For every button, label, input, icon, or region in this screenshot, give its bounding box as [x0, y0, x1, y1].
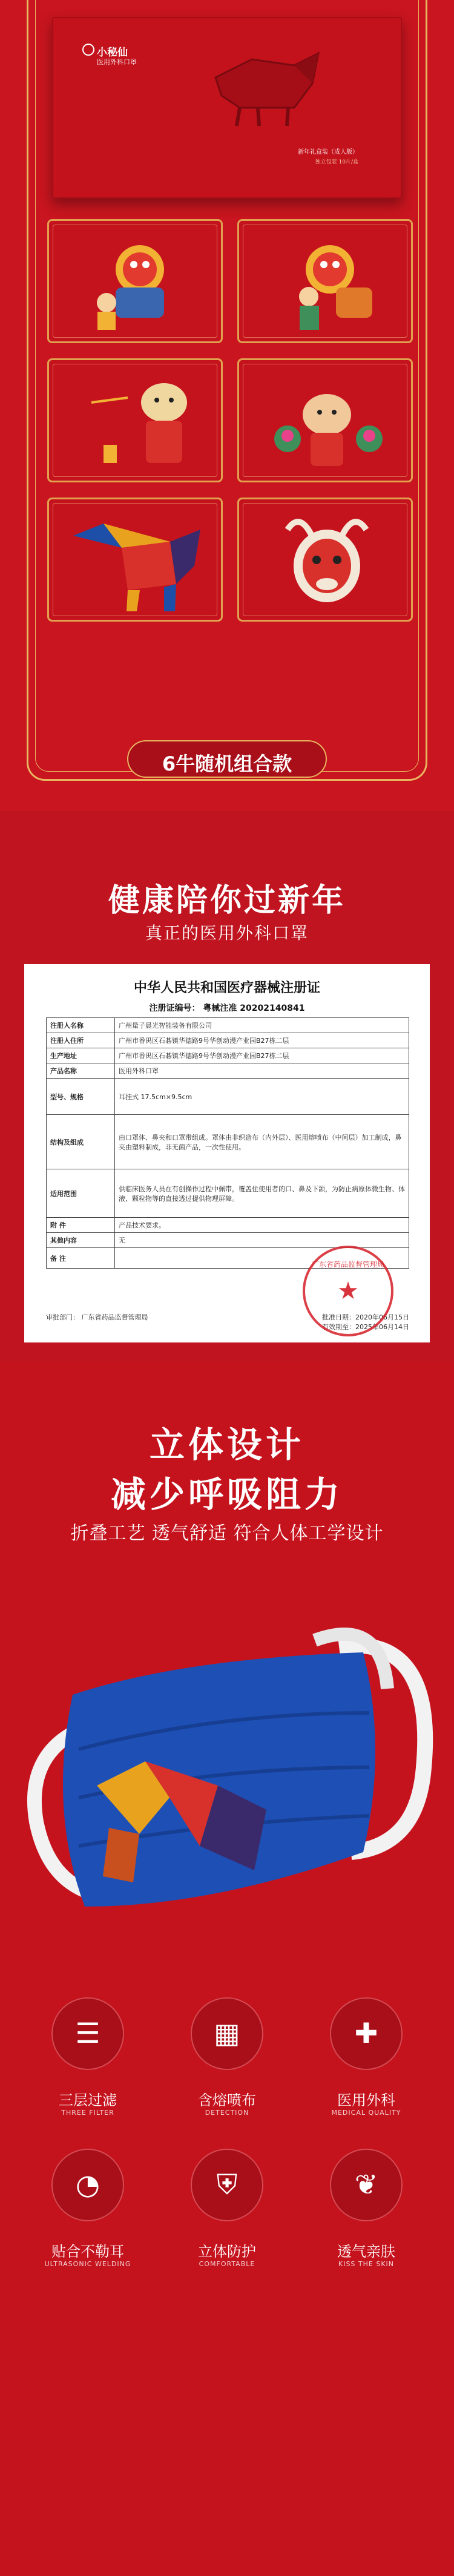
feature-subtitle: THREE FILTER [61, 2109, 114, 2117]
box-brand-sub: 医用外科口罩 [97, 58, 137, 66]
row-key: 其他内容 [47, 1233, 115, 1248]
feature-subtitle: COMFORTABLE [199, 2260, 255, 2268]
combo-badge-text: 6牛随机组合款 [162, 752, 292, 775]
certificate-section [0, 811, 454, 1362]
lion-dance-illustration [49, 221, 223, 343]
section-title-line1: 立体设计 [149, 1424, 304, 1465]
ox-papercut-illustration [203, 41, 324, 132]
approval-date: 批准日期：2020年06月15日 [322, 1313, 409, 1321]
table-row [47, 1033, 409, 1048]
feature-title: 贴合不勒耳 [51, 2243, 124, 2260]
mask-photo [0, 1568, 454, 1967]
table-row [47, 1018, 409, 1033]
table-row [47, 1048, 409, 1063]
blue-mask-illustration [0, 1568, 454, 1967]
feature-subtitle: KISS THE SKIN [338, 2260, 395, 2268]
row-key: 结构及组成 [47, 1115, 115, 1169]
ox-head-ornament-illustration [239, 499, 413, 622]
certificate-title: 中华人民共和国医疗器械注册证 [133, 980, 320, 996]
row-value: 广州量子晨光智能装备有限公司 [115, 1018, 409, 1033]
design-tile-6[interactable] [237, 498, 413, 622]
row-key: 型号、规格 [47, 1079, 115, 1115]
table-row [47, 1063, 409, 1079]
mask-design-section [0, 1362, 454, 2576]
feature-title: 三层过滤 [59, 2092, 117, 2109]
row-key: 注册人名称 [47, 1018, 115, 1033]
approval-department: 审批部门： 广东省药品监督管理局 [46, 1313, 148, 1321]
gift-box-section [0, 0, 454, 811]
row-value: 供临床医务人员在有创操作过程中佩带，覆盖住使用者的口、鼻及下颌，为防止病原体微生物、体液、颗粒物等的直接透过提供物理屏障。 [115, 1169, 409, 1218]
medical-cross-glyph: ✚ [354, 2017, 378, 2049]
row-value: 广州市番禺区石碁镇华德路9号华创动漫产业园B27栋二层 [115, 1048, 409, 1063]
meltblown-glyph: ▦ [214, 2017, 240, 2049]
seal-text: 广东省药品监督管理局 [311, 1260, 384, 1269]
certificate-number-label: 注册证编号： [149, 1004, 200, 1013]
row-key: 注册人住所 [47, 1033, 115, 1048]
certificate-number-value: 粤械注准 20202140841 [203, 1004, 305, 1013]
feature-subtitle: MEDICAL QUALITY [331, 2109, 401, 2117]
table-row [47, 1115, 409, 1169]
shield-icon [191, 2149, 263, 2221]
table-row [47, 1079, 409, 1115]
brand-logo-icon [82, 44, 94, 56]
design-tile-1[interactable] [47, 219, 223, 343]
design-tile-5[interactable] [47, 498, 223, 622]
valid-until: 有效期至：2025年06月14日 [322, 1323, 409, 1331]
design-tile-4[interactable] [237, 358, 413, 482]
combo-badge [127, 740, 327, 778]
ox-flowers-illustration [239, 360, 413, 482]
section-title: 健康陪你过新年 [108, 882, 346, 919]
row-value: 产品技术要求。 [115, 1218, 409, 1233]
ear-icon [51, 2149, 124, 2221]
ear-glyph: ◔ [75, 2168, 100, 2201]
table-row [47, 1218, 409, 1233]
gift-box [52, 17, 402, 199]
feature-title: 医用外科 [337, 2092, 395, 2109]
leaf-icon [330, 2149, 403, 2221]
section-title-line2: 减少呼吸阻力 [110, 1474, 343, 1515]
origami-ox-illustration [49, 499, 223, 622]
design-tile-2[interactable] [237, 219, 413, 343]
layers-glyph: ☰ [75, 2017, 100, 2049]
box-title: 新年礼盒装（成人版） [298, 149, 358, 156]
medical-cross-icon [330, 1997, 403, 2070]
box-brand: 小秘仙 [97, 47, 128, 59]
leaf-glyph: ❦ [354, 2168, 378, 2201]
shield-glyph: ⛨ [216, 2168, 238, 2201]
ox-greeting-illustration [49, 360, 223, 482]
table-row [47, 1233, 409, 1248]
row-value: 由口罩体、鼻夹和口罩带组成。罩体由非织造布（内外层）、医用熔喷布（中间层）加工制成，鼻夹由塑料制成，非无菌产品，一次性使用。 [115, 1115, 409, 1169]
feature-subtitle: ULTRASONIC WELDING [44, 2260, 131, 2268]
row-key: 附 件 [47, 1218, 115, 1233]
certificate-number [24, 1002, 430, 1014]
row-value: 广州市番禺区石碁镇华德路9号华创动漫产业园B27栋二层 [115, 1033, 409, 1048]
feature-title: 立体防护 [198, 2243, 256, 2260]
meltblown-icon [191, 1997, 263, 2070]
feature-title: 透气亲肤 [337, 2243, 395, 2260]
section-subtitle: 真正的医用外科口罩 [145, 923, 309, 943]
row-key: 适用范围 [47, 1169, 115, 1218]
row-value: 无 [115, 1233, 409, 1248]
lion-dance-girl-illustration [239, 221, 413, 343]
official-seal [303, 1246, 393, 1336]
seal-star-icon: ★ [337, 1277, 359, 1305]
box-spec: 独立包装 10片/盒 [315, 159, 358, 165]
feature-subtitle: DETECTION [205, 2109, 249, 2117]
design-tile-3[interactable] [47, 358, 223, 482]
row-value: 医用外科口罩 [115, 1063, 409, 1079]
row-key: 生产地址 [47, 1048, 115, 1063]
table-row [47, 1169, 409, 1218]
row-key: 备 注 [47, 1248, 115, 1269]
feature-title: 含熔喷布 [198, 2092, 256, 2109]
certificate-table [46, 1017, 409, 1269]
row-value: 耳挂式 17.5cm×9.5cm [115, 1079, 409, 1115]
section-subtitle: 折叠工艺 透气舒适 符合人体工学设计 [70, 1523, 384, 1544]
row-key: 产品名称 [47, 1063, 115, 1079]
layers-icon [51, 1997, 124, 2070]
registration-certificate [24, 964, 430, 1342]
